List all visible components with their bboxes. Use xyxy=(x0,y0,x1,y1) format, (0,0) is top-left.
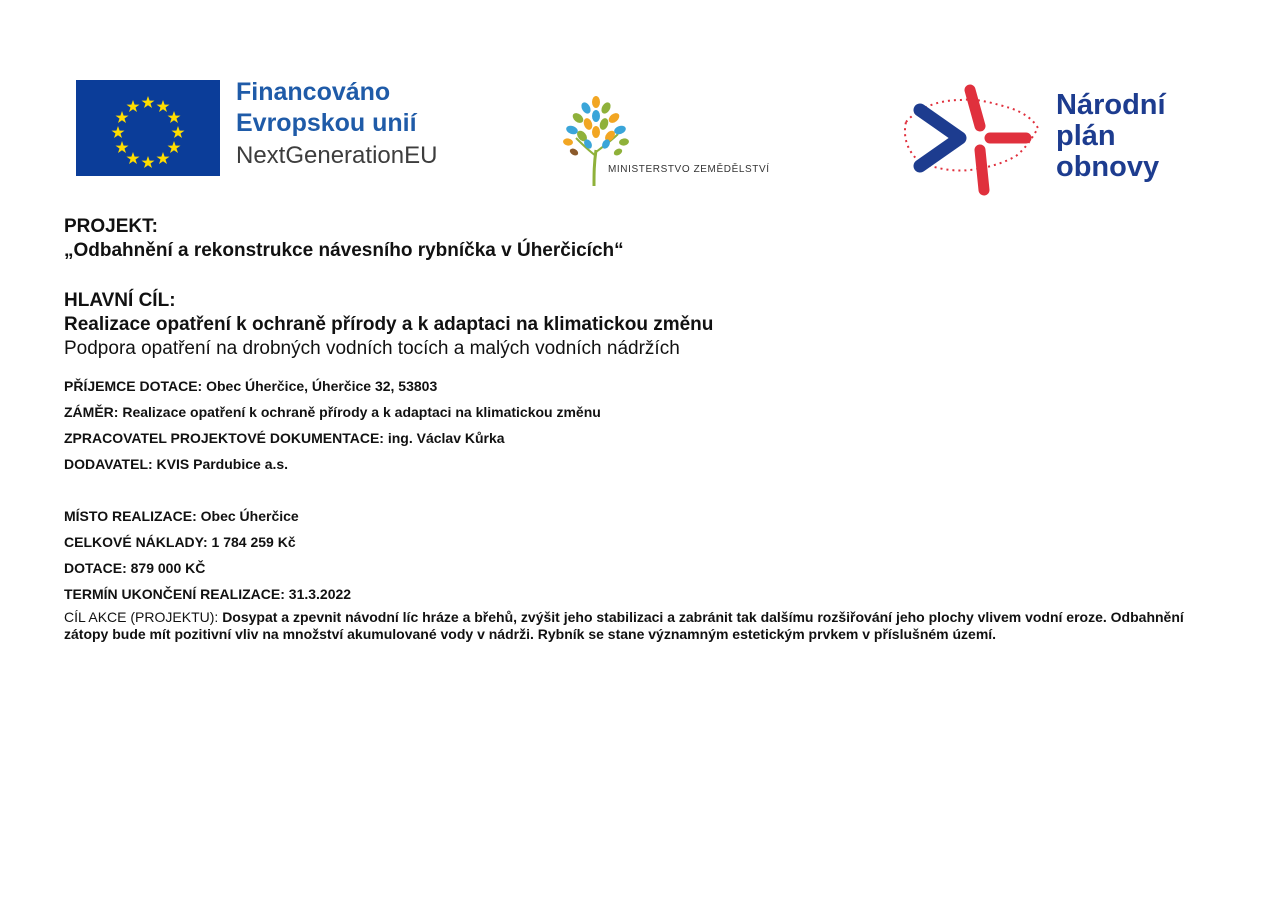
eu-flag-icon xyxy=(76,80,220,176)
detail-label: CELKOVÉ NÁKLADY: xyxy=(64,534,208,550)
detail-value: Obec Úherčice, Úherčice 32, 53803 xyxy=(206,378,438,394)
eu-funding-logo xyxy=(76,80,437,176)
project-goal-paragraph xyxy=(64,609,1224,643)
detail-label: ZÁMĚR: xyxy=(64,404,119,420)
detail-row-designer xyxy=(64,425,1224,451)
detail-label: DODAVATEL: xyxy=(64,456,153,472)
czech-map-arrow-icon xyxy=(898,78,1048,202)
ministry-of-agriculture-logo xyxy=(560,94,780,194)
eu-logo-line2: Evropskou unií xyxy=(236,109,417,137)
details-list xyxy=(64,373,1224,477)
detail-value: Obec Úherčice xyxy=(200,508,299,524)
detail-row-recipient xyxy=(64,373,1224,399)
details-list-2 xyxy=(64,503,1224,607)
logo-bar xyxy=(0,0,1280,210)
detail-label: ZPRACOVATEL PROJEKTOVÉ DOKUMENTACE: xyxy=(64,430,384,446)
goal-title: Realizace opatření k ochraně přírody a k adaptaci na klimatickou změnu xyxy=(64,314,714,335)
detail-value: Realizace opatření k ochraně přírody a k adaptaci na klimatickou změnu xyxy=(122,404,601,420)
detail-row-supplier xyxy=(64,451,1224,477)
detail-label: DOTACE: xyxy=(64,560,127,576)
detail-value: 31.3.2022 xyxy=(288,586,352,602)
detail-label: MÍSTO REALIZACE: xyxy=(64,508,197,524)
goal-subtitle: Podpora opatření na drobných vodních tocích a malých vodních nádržích xyxy=(64,338,680,359)
detail-label: TERMÍN UKONČENÍ REALIZACE: xyxy=(64,586,285,602)
project-goal-text: Dosypat a zpevnit návodní líc hráze a břehů, zvýšit jeho stabilizaci a zabránit tak dalšímu rozšiřování jeho plochy vlivem vodní eroze. Odbahnění zátopy bude mít pozitivní vliv na množství akumulované vody v nádrži. Rybník se stane významným estetickým prvkem v příslušném území. xyxy=(64,609,1184,642)
eu-logo-line3: NextGenerationEU xyxy=(236,142,438,169)
project-title: „Odbahnění a rekonstrukce návesního rybníčka v Úherčicích“ xyxy=(64,240,624,261)
detail-row-intent xyxy=(64,399,1224,425)
project-label: PROJEKT: xyxy=(64,216,158,237)
detail-row-completion-date xyxy=(64,581,1224,607)
eu-logo-text xyxy=(236,77,437,173)
tree-icon xyxy=(560,94,640,190)
npo-line2: plán xyxy=(1056,120,1116,152)
detail-value: 879 000 KČ xyxy=(130,560,206,576)
national-recovery-plan-logo xyxy=(898,78,1198,202)
npo-logo-text xyxy=(1056,90,1166,183)
detail-row-subsidy xyxy=(64,555,1224,581)
npo-line3: obnovy xyxy=(1056,151,1160,183)
ministry-name: MINISTERSTVO ZEMĚDĚLSTVÍ xyxy=(608,164,770,175)
detail-value: 1 784 259 Kč xyxy=(211,534,296,550)
detail-row-location xyxy=(64,503,1224,529)
document-body xyxy=(64,215,1224,643)
goal-label: HLAVNÍ CÍL: xyxy=(64,290,176,311)
npo-line1: Národní xyxy=(1056,89,1166,121)
project-goal-label: CÍL AKCE (PROJEKTU): xyxy=(64,609,219,625)
detail-value: ing. Václav Kůrka xyxy=(387,430,505,446)
detail-label: PŘÍJEMCE DOTACE: xyxy=(64,378,203,394)
eu-logo-line1: Financováno xyxy=(236,78,391,106)
detail-row-total-cost xyxy=(64,529,1224,555)
detail-value: KVIS Pardubice a.s. xyxy=(156,456,289,472)
